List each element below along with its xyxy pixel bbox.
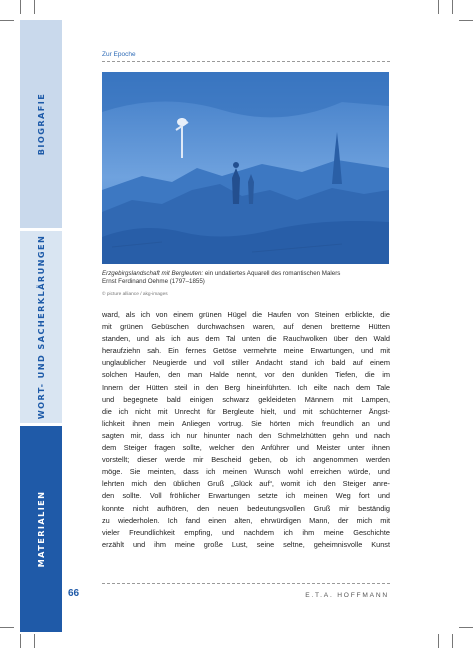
body-line: erzählt und ihm meine große Lust, seine seltne, geheimnisvolle Kunst	[102, 539, 390, 549]
crop-mark	[0, 627, 14, 628]
crop-mark	[34, 0, 35, 14]
tab-wort-label: WORT- UND SACHERKLÄRUNGEN	[36, 234, 46, 420]
caption-title: Erzgebirgslandschaft mit Bergleuten:	[102, 270, 204, 277]
body-line: möge. Sie meinten, dass ich meinen Wunsch wohl erreichen würde, und	[102, 467, 390, 477]
crop-mark	[452, 0, 453, 14]
body-line: unglaublicher Neugierde und voll stiller Andacht stand ich bald auf einem	[102, 358, 390, 368]
header-rule	[102, 61, 390, 62]
crop-mark	[20, 0, 21, 14]
crop-mark	[20, 634, 21, 648]
body-line: mit grünen Gebüschen durchwachsen waren, auf denen bretterne Hütten	[102, 322, 390, 332]
body-line: solchen Haufen, den man Halde nennt, vor den dunklen Tiefen, die im	[102, 370, 390, 380]
illustration	[102, 72, 389, 264]
body-line: lichkeit ihnen mein Anliegen vortrug. Sie hörten mich freundlich an und	[102, 418, 390, 428]
crop-mark	[459, 627, 473, 628]
page-number: 66	[68, 588, 80, 599]
crop-mark	[34, 634, 35, 648]
running-footer-author: E.T.A. HOFFMANN	[305, 592, 389, 599]
tab-materialien-label: MATERIALIEN	[36, 490, 46, 568]
crop-mark	[452, 634, 453, 648]
footer-rule	[102, 583, 390, 584]
body-line: lehrten mich den üblichen Gruß „Glück auf“, womit ich den Steiger anre-	[102, 479, 390, 489]
body-line: dem Steiger fragen sollte, welcher den Anführer und Meister unter ihnen	[102, 443, 390, 453]
body-line: konnte nicht aufhören, den neuen bedeutungsvollen Gruß mir beständig	[102, 503, 390, 513]
crop-mark	[459, 20, 473, 21]
caption-text-line2: Ernst Ferdinand Oehme (1797–1855)	[102, 278, 205, 286]
tab-wort-und-sacherklaerungen[interactable]	[20, 231, 62, 423]
body-line: zu wiederholen. Ich fand einen alten, ehrwürdigen Mann, der mich mit	[102, 515, 390, 525]
body-text	[102, 309, 390, 551]
tab-biografie[interactable]	[20, 20, 62, 228]
tab-biografie-label: BIOGRAFIE	[36, 92, 46, 156]
image-credit: © picture alliance / akg-images	[102, 292, 168, 297]
body-line: sagten mir, dass ich nur hinunter nach den Schmelzhütten gehn und nach	[102, 430, 390, 440]
body-line: vorstellt; dieser werde mir Bescheid geben, ob ich angenommen werden	[102, 455, 390, 465]
body-line: vieler Freundlichkeit empfing, und nachdem ich ihm meine Geschichte	[102, 527, 390, 537]
body-line: den sollte. Voll fröhlicher Erwartungen setzte ich meinen Weg fort und	[102, 491, 390, 501]
section-label: Zur Epoche	[102, 51, 136, 58]
caption-text: ein undatiertes Aquarell des romantischen Malers	[203, 270, 341, 277]
crop-mark	[0, 20, 14, 21]
body-line: und begegnete bald einigen schwarz gekleideten Männern mit Lampen,	[102, 394, 390, 404]
body-line: heraufziehn sah. Ein fernes Getöse vermehrte meine Erwartungen, und mit	[102, 346, 390, 356]
body-line: standen, und als ich aus dem Tal unten die Rauchwolken über den Wald	[102, 334, 390, 344]
crop-mark	[438, 634, 439, 648]
body-line: ward, als ich von einem grünen Hügel die Haufen von Steinen erblickte, die	[102, 310, 390, 319]
tab-materialien[interactable]	[20, 426, 62, 632]
body-line: Innern der Hütten steil in den Berg hineinführten. Ich eilte nach dem Tale	[102, 382, 390, 392]
crop-mark	[438, 0, 439, 14]
figure-caption	[102, 270, 390, 287]
body-line: die ich nicht mit Unrecht für Bergleute hielt, und mit schüchterner Ängst-	[102, 406, 390, 416]
